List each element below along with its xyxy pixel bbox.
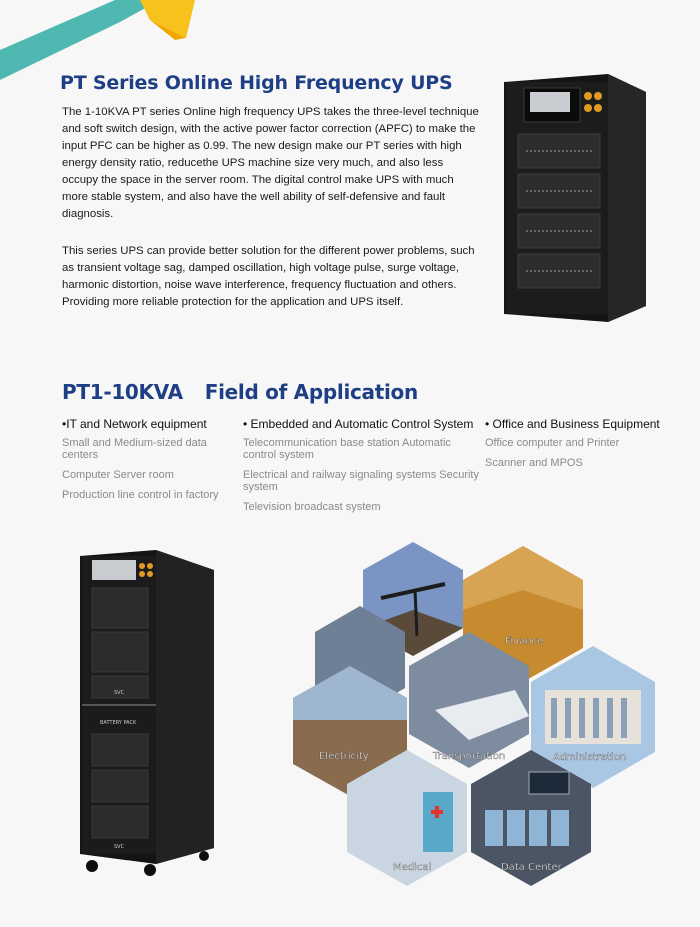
corner-teal-stripe bbox=[0, 0, 160, 80]
application-title bbox=[62, 380, 418, 404]
application-column-it bbox=[62, 417, 237, 509]
column-heading: •IT and Network equipment bbox=[62, 417, 207, 431]
logo-text-bottom: SVC bbox=[114, 844, 125, 850]
list-item: Scanner and MPOS bbox=[485, 457, 583, 469]
field-label: Field of Application bbox=[204, 380, 418, 404]
list-item: Computer Server room bbox=[62, 469, 174, 481]
hexagon-label: Administration bbox=[553, 752, 627, 763]
hexagon-label: Transportation bbox=[433, 751, 506, 762]
corner-decoration bbox=[0, 0, 200, 80]
hexagon-label: Finance bbox=[505, 636, 544, 647]
model-label: PT1-10KVA bbox=[62, 380, 183, 404]
list-item: Production line control in factory bbox=[62, 489, 219, 501]
list-item: Electrical and railway signaling systems Security system bbox=[243, 469, 479, 493]
battery-pack-label: BATTERY PACK bbox=[100, 720, 137, 726]
hexagon-label: Data Center bbox=[501, 862, 562, 873]
list-item: Office computer and Printer bbox=[485, 437, 620, 449]
ups-tower-image bbox=[500, 74, 648, 322]
application-column-embedded bbox=[243, 417, 483, 521]
section-title: PT Series Online High Frequency UPS bbox=[60, 72, 453, 94]
column-heading: • Office and Business Equipment bbox=[485, 417, 660, 431]
list-item: Television broadcast system bbox=[243, 501, 381, 513]
intro-paragraph: The 1-10KVA PT series Online high frequency UPS takes the three-level technique and soft switch design, with the active power factor correction (APFC) to make the input PFC can be higher as 0.99. The new design make our PT series with high energy density ratio, reducethe UPS machine size very much, and also less occupy the space in the server room. The digital control make UPS with much more stable system, and also have the well ability of self-defensive and fault diagnosis. bbox=[62, 106, 479, 220]
ups-battery-cabinet-image bbox=[78, 548, 218, 878]
protection-paragraph: This series UPS can provide better solution for the different power problems, such as transient voltage sag, damped oscillation, high voltage pulse, surge voltage, harmonic distortion, noise wave interference, frequency fluctuation and others. Providing more reliable protection for the application and UPS itself. bbox=[62, 245, 475, 308]
hexagon-label: Electricity bbox=[319, 751, 369, 762]
logo-text: SVC bbox=[114, 690, 125, 696]
application-column-office bbox=[485, 417, 685, 477]
hexagon-label: Medical bbox=[393, 862, 432, 873]
list-item: Small and Medium-sized data centers bbox=[62, 437, 207, 461]
application-hexagon-collage bbox=[285, 540, 690, 900]
list-item: Telecommunication base station Automatic control system bbox=[243, 437, 451, 461]
column-heading: • Embedded and Automatic Control System bbox=[243, 417, 474, 431]
